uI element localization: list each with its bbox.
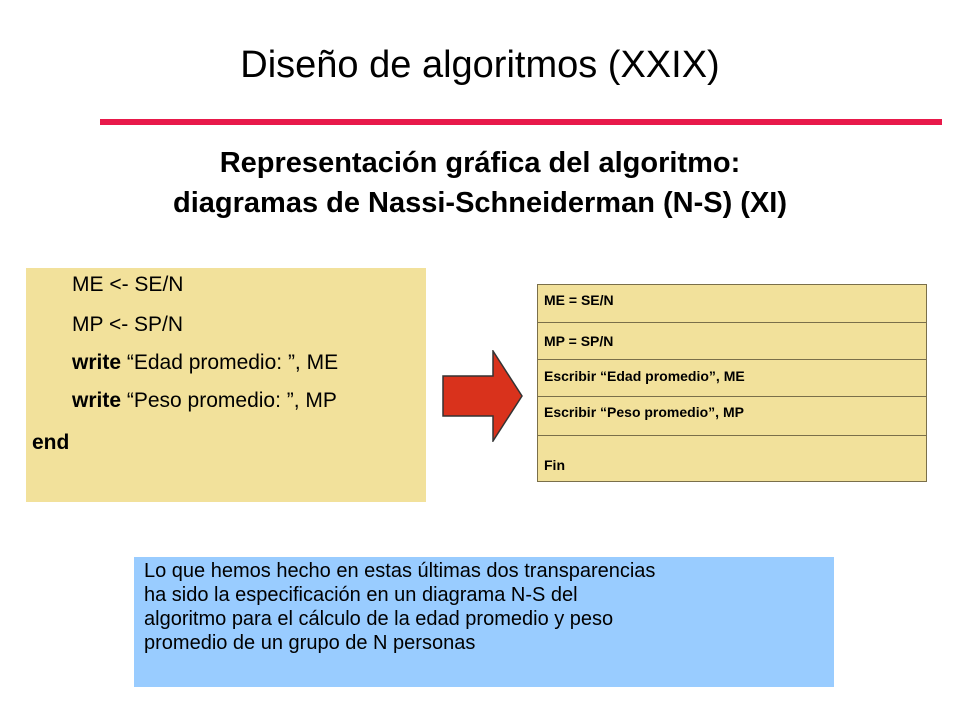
code-line-2: MP <- SP/N (72, 313, 184, 336)
summary-note (134, 557, 834, 687)
subtitle-line-1: Representación gráfica del algoritmo: (219, 147, 741, 179)
note-line-3: algoritmo para el cálculo de la edad promedio y peso (144, 608, 614, 630)
code-line-3 (72, 350, 338, 376)
ns-row-3: Escribir “Edad promedio”, ME (537, 359, 927, 397)
pseudocode-box (26, 268, 426, 502)
ns-row-1: ME = SE/N (537, 284, 927, 323)
code-line-3-text: “Edad promedio: ”, ME (121, 351, 339, 374)
code-line-1: ME <- SE/N (72, 273, 184, 296)
end-keyword: end (32, 431, 70, 454)
ns-row-5: Fin (537, 435, 927, 482)
slide-subtitle (0, 143, 960, 223)
nassi-schneiderman-diagram (537, 284, 929, 482)
write-keyword: write (72, 351, 122, 374)
slide-title: Diseño de algoritmos (XXIX) (240, 44, 720, 86)
code-line-4 (72, 388, 337, 414)
write-keyword: write (72, 389, 122, 412)
code-line-4-text: “Peso promedio: ”, MP (121, 389, 337, 412)
title-divider (100, 119, 942, 125)
note-line-4: promedio de un grupo de N personas (144, 632, 476, 654)
ns-row-4: Escribir “Peso promedio”, MP (537, 396, 927, 436)
note-line-1: Lo que hemos hecho en estas últimas dos transparencias (144, 560, 656, 582)
ns-row-2: MP = SP/N (537, 322, 927, 360)
note-line-2: ha sido la especificación en un diagrama N-S del (144, 584, 578, 606)
right-arrow-icon (442, 350, 524, 442)
subtitle-line-2: diagramas de Nassi-Schneiderman (N-S) (XI) (173, 187, 787, 219)
